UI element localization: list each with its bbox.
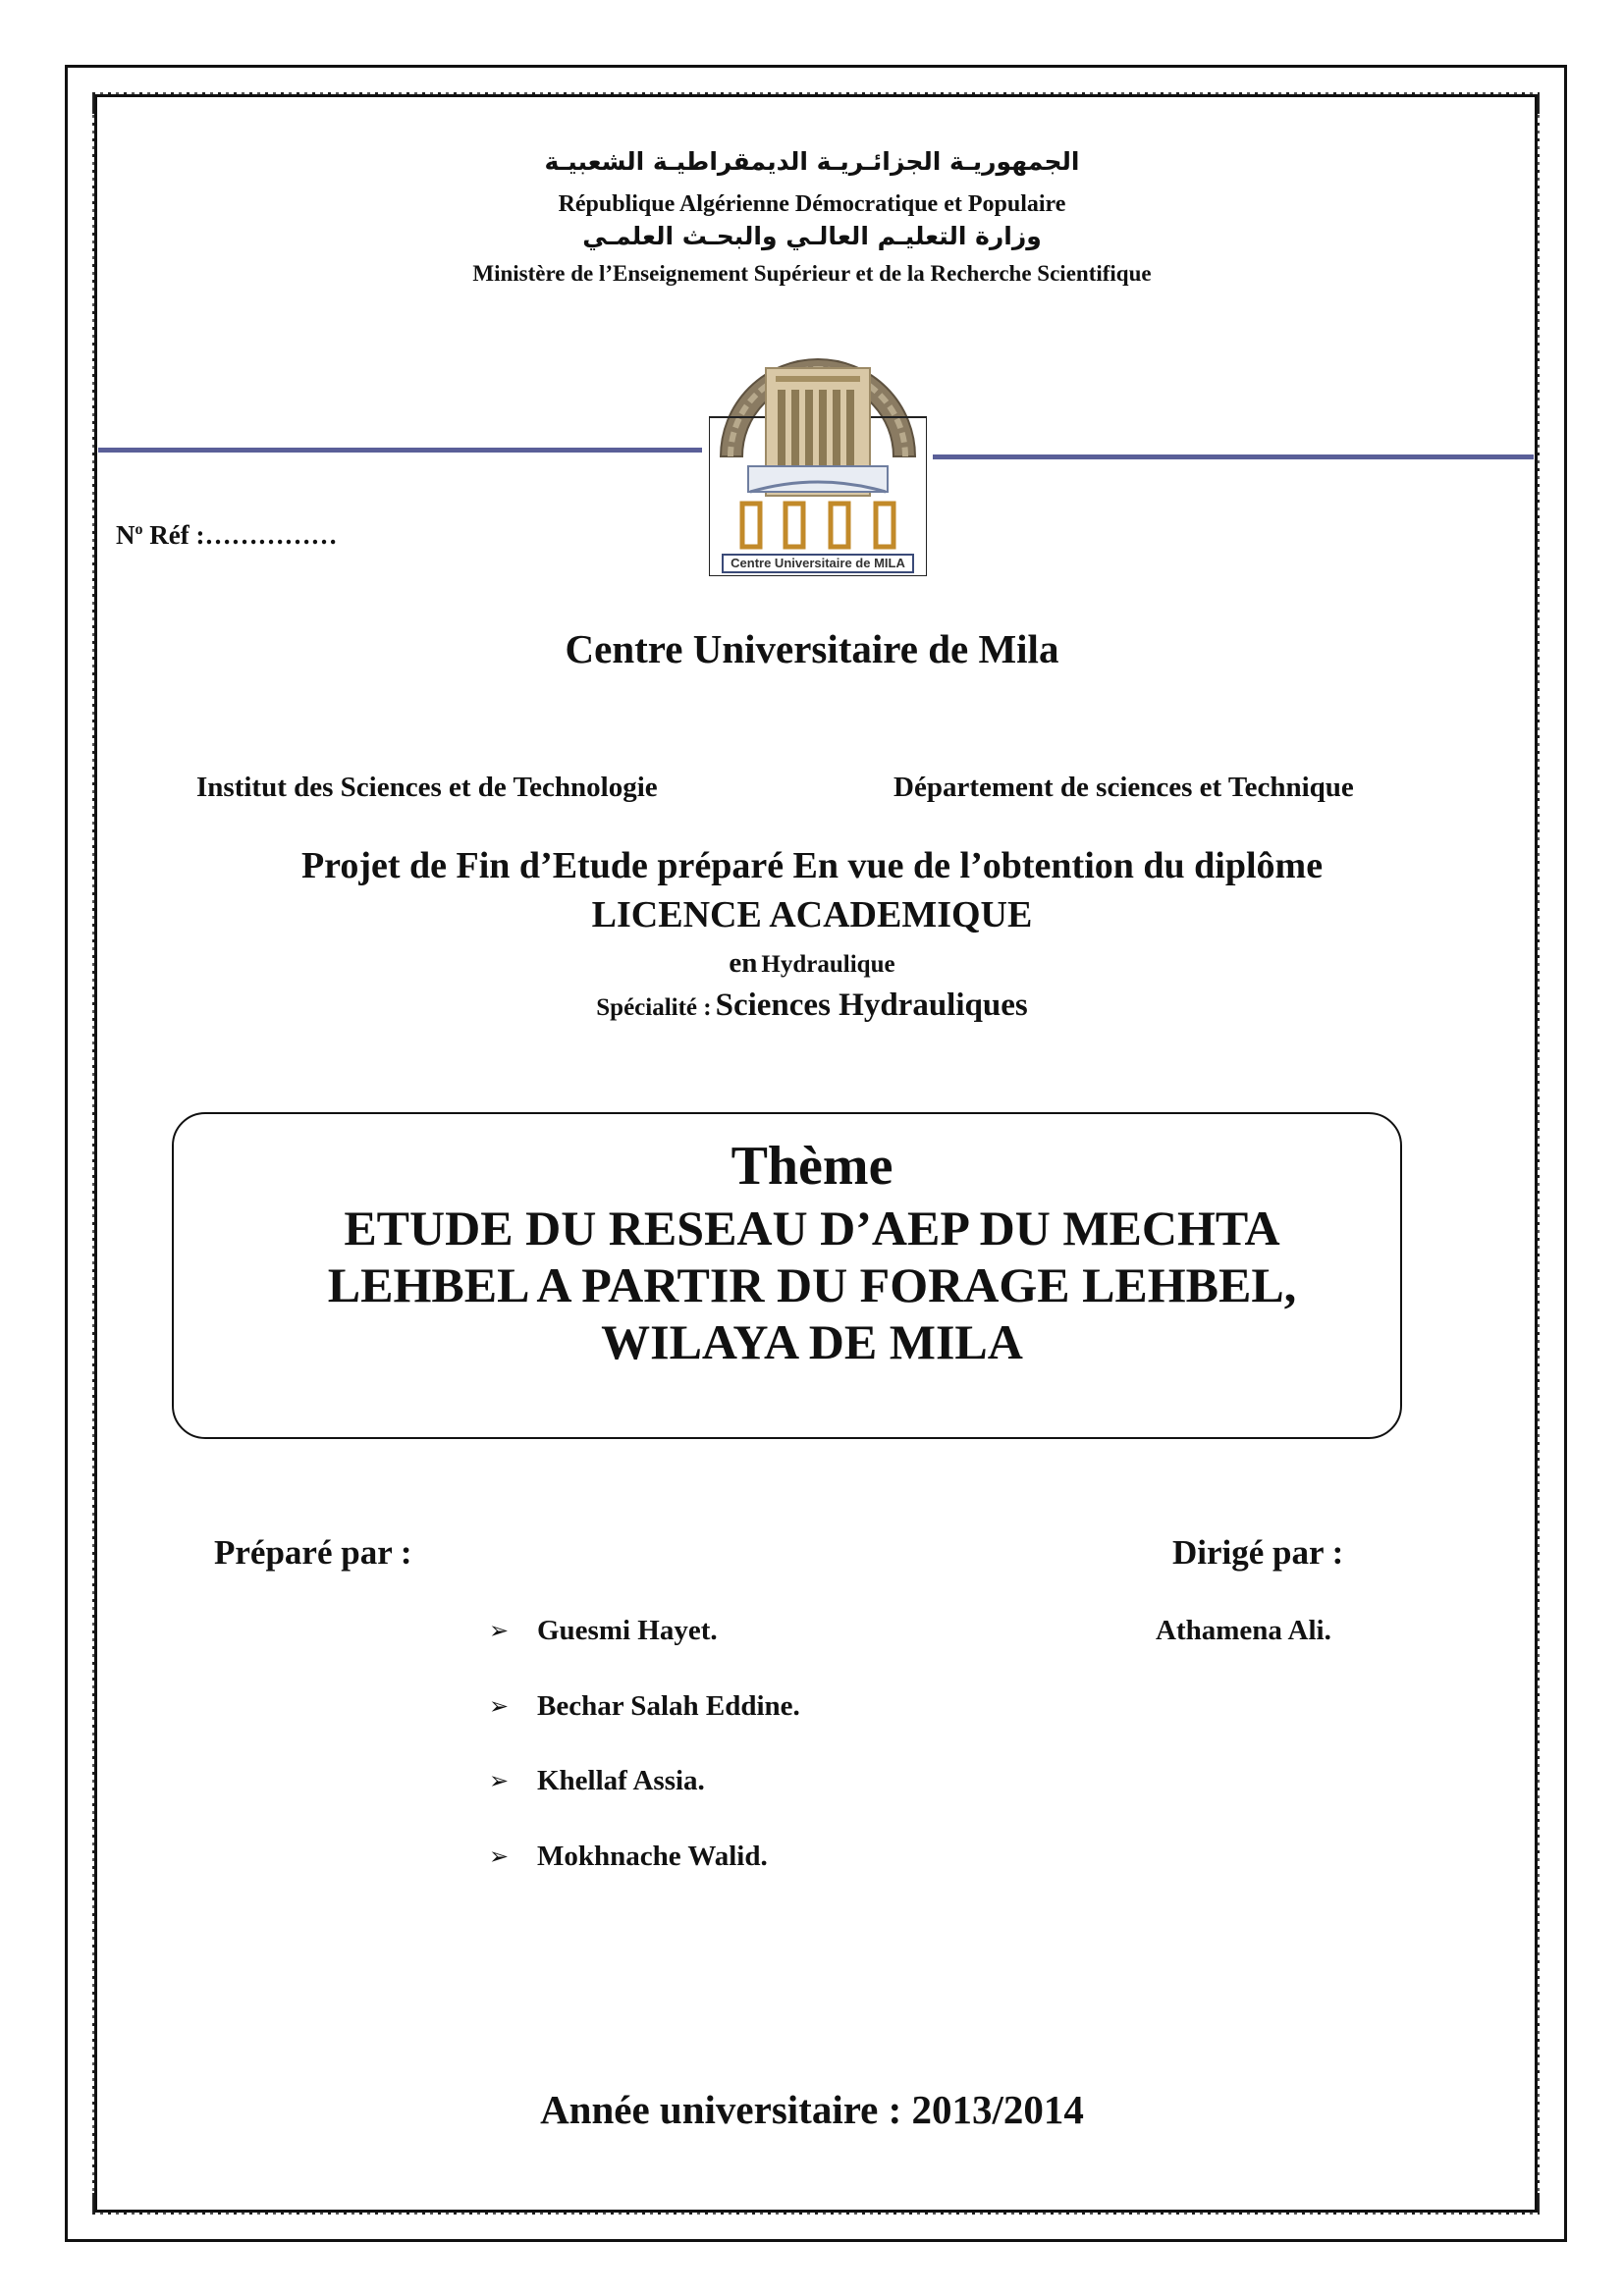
- diploma-title: LICENCE ACADEMIQUE: [591, 894, 1033, 935]
- directed-by-label: Dirigé par :: [1172, 1533, 1344, 1572]
- student-name: Khellaf Assia.: [537, 1765, 705, 1796]
- supervisor-name: Athamena Ali.: [1156, 1615, 1331, 1646]
- bullet-arrow-icon: ➢: [489, 1842, 510, 1870]
- student-name: Bechar Salah Eddine.: [537, 1690, 800, 1722]
- republic-title: République Algérienne Démocratique et Populaire: [558, 191, 1066, 217]
- header-rule-left: [98, 448, 702, 453]
- bullet-arrow-icon: ➢: [489, 1767, 510, 1794]
- theme-label: Thème: [731, 1136, 893, 1197]
- ministry-title: Ministère de l’Enseignement Supérieur et de la Recherche Scientifique: [472, 261, 1152, 286]
- field-en-label: en: [729, 947, 758, 979]
- speciality-value: Sciences Hydrauliques: [715, 988, 1028, 1023]
- project-line: Projet de Fin d’Etude préparé En vue de l’obtention du diplôme: [300, 845, 1324, 886]
- arabic-ministry-title: وزارة التعليـم العالـي والبحـث العلمـي: [582, 222, 1042, 250]
- field-name: Hydraulique: [761, 951, 895, 978]
- field-line: [0, 947, 1624, 980]
- bullet-arrow-icon: ➢: [489, 1692, 510, 1720]
- speciality-label: Spécialité :: [596, 994, 712, 1021]
- academic-year: Année universitaire : 2013/2014: [540, 2087, 1084, 2132]
- reference-number: [116, 520, 337, 551]
- university-name: Centre Universitaire de Mila: [565, 626, 1059, 671]
- theme-title-line2: LEHBEL A PARTIR DU FORAGE LEHBEL,: [327, 1257, 1297, 1312]
- reference-superscript: o: [135, 521, 143, 538]
- prepared-by-label: Préparé par :: [214, 1533, 412, 1572]
- institute-name: Institut des Sciences et de Technologie: [196, 772, 658, 803]
- theme-title-line3: WILAYA DE MILA: [601, 1314, 1023, 1369]
- student-name: Guesmi Hayet.: [537, 1615, 718, 1646]
- logo-caption: Centre Universitaire de MILA: [731, 556, 905, 570]
- reference-label: N: [116, 520, 135, 550]
- student-name: Mokhnache Walid.: [537, 1841, 768, 1872]
- header-rule-right: [933, 454, 1534, 459]
- speciality-line: [0, 988, 1624, 1024]
- university-logo-icon: [709, 348, 927, 576]
- department-name: Département de sciences et Technique: [893, 772, 1354, 803]
- bullet-arrow-icon: ➢: [489, 1617, 510, 1644]
- theme-title-line1: ETUDE DU RESEAU D’AEP DU MECHTA: [344, 1201, 1280, 1255]
- arabic-republic-title: الجمهوريـة الجزائـريـة الديمقراطيـة الشعبيـة: [544, 147, 1080, 176]
- reference-rest: Réf :……………: [142, 520, 338, 550]
